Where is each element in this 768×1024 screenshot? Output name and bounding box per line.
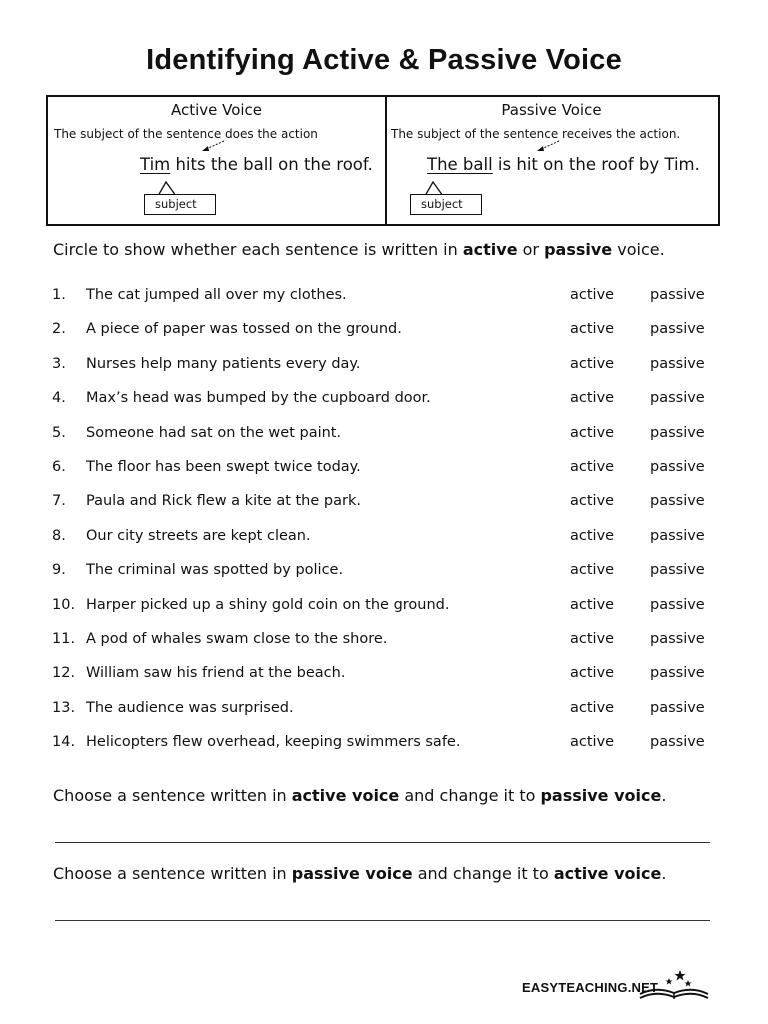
prompt-text: .	[661, 864, 667, 883]
question-row	[52, 356, 720, 390]
option-active[interactable]: active	[570, 355, 615, 372]
option-passive[interactable]: passive	[650, 527, 705, 544]
question-number: 6.	[52, 458, 66, 475]
subject-callout: subject	[144, 194, 216, 215]
option-active[interactable]: active	[570, 699, 615, 716]
example-subject: The ball	[427, 155, 493, 174]
passive-voice-column	[385, 97, 718, 224]
prompt-text: Choose a sentence written in	[53, 786, 292, 805]
option-passive[interactable]: passive	[650, 630, 705, 647]
option-passive[interactable]: passive	[650, 458, 705, 475]
question-number: 5.	[52, 424, 66, 441]
prompt-active-to-passive	[53, 786, 666, 805]
question-row	[52, 459, 720, 493]
prompt-text: and change it to	[399, 786, 541, 805]
prompt-text: Choose a sentence written in	[53, 864, 292, 883]
option-passive[interactable]: passive	[650, 734, 705, 751]
question-text: Nurses help many patients every day.	[86, 355, 361, 372]
option-active[interactable]: active	[570, 734, 615, 751]
active-voice-column	[48, 97, 387, 224]
prompt-bold: passive voice	[291, 864, 413, 883]
question-number: 4.	[52, 390, 66, 407]
instructions-text: or	[517, 240, 545, 259]
footer-brand: EASYTEACHING.NET	[522, 980, 659, 995]
question-number: 7.	[52, 493, 66, 510]
question-text: William saw his friend at the beach.	[86, 665, 346, 682]
active-voice-description: The subject of the sentence does the action	[54, 127, 318, 141]
page-title: Identifying Active & Passive Voice	[146, 44, 622, 76]
question-number: 1.	[52, 287, 66, 303]
option-active[interactable]: active	[570, 390, 615, 407]
question-text: Max’s head was bumped by the cupboard door.	[86, 390, 431, 407]
example-rest: is hit on the roof by Tim.	[492, 155, 700, 174]
question-text: Paula and Rick flew a kite at the park.	[86, 493, 361, 510]
question-number: 8.	[52, 527, 66, 544]
question-number: 12.	[52, 665, 76, 682]
question-row	[52, 493, 720, 527]
question-row	[52, 734, 720, 768]
arrow-icon	[535, 139, 561, 153]
question-text: Helicopters flew overhead, keeping swimmers safe.	[86, 734, 461, 751]
question-text: The audience was surprised.	[86, 699, 294, 716]
question-row	[52, 390, 720, 424]
option-active[interactable]: active	[570, 665, 615, 682]
option-passive[interactable]: passive	[650, 665, 705, 682]
option-active[interactable]: active	[570, 287, 615, 303]
question-number: 13.	[52, 699, 76, 716]
option-passive[interactable]: passive	[650, 596, 705, 613]
answer-line[interactable]	[55, 920, 710, 921]
option-active[interactable]: active	[570, 562, 615, 579]
prompt-text: and change it to	[412, 864, 554, 883]
passive-voice-description: The subject of the sentence receives the action.	[391, 127, 681, 141]
question-number: 10.	[52, 596, 76, 613]
instructions	[53, 240, 665, 259]
passive-voice-heading: Passive Voice	[501, 101, 602, 119]
question-row	[52, 665, 720, 699]
option-passive[interactable]: passive	[650, 424, 705, 441]
option-active[interactable]: active	[570, 596, 615, 613]
question-text: Harper picked up a shiny gold coin on the ground.	[86, 596, 450, 613]
question-number: 3.	[52, 355, 66, 372]
option-passive[interactable]: passive	[650, 493, 705, 510]
question-row	[52, 597, 720, 631]
active-voice-example	[140, 155, 373, 174]
question-row	[52, 700, 720, 734]
prompt-bold: active voice	[553, 864, 662, 883]
option-passive[interactable]: passive	[650, 390, 705, 407]
question-text: A pod of whales swam close to the shore.	[86, 630, 388, 647]
answer-line[interactable]	[55, 842, 710, 843]
instructions-bold: passive	[544, 240, 613, 259]
option-active[interactable]: active	[570, 527, 615, 544]
question-row	[52, 562, 720, 596]
option-passive[interactable]: passive	[650, 355, 705, 372]
option-active[interactable]: active	[570, 424, 615, 441]
active-voice-heading: Active Voice	[170, 101, 263, 119]
question-list	[52, 287, 720, 768]
instructions-text: Circle to show whether each sentence is written in	[53, 240, 463, 259]
question-text: The cat jumped all over my clothes.	[86, 287, 347, 303]
subject-callout: subject	[410, 194, 482, 215]
question-number: 14.	[52, 734, 76, 751]
instructions-bold: active	[462, 240, 518, 259]
question-number: 2.	[52, 321, 66, 338]
question-row	[52, 321, 720, 355]
question-text: The criminal was spotted by police.	[86, 562, 344, 579]
example-table	[46, 95, 720, 226]
instructions-text: voice.	[612, 240, 665, 259]
prompt-passive-to-active	[53, 864, 666, 883]
question-text: Someone had sat on the wet paint.	[86, 424, 342, 441]
option-passive[interactable]: passive	[650, 321, 705, 338]
option-active[interactable]: active	[570, 458, 615, 475]
option-passive[interactable]: passive	[650, 562, 705, 579]
option-passive[interactable]: passive	[650, 699, 705, 716]
passive-voice-example	[427, 155, 700, 174]
question-text: A piece of paper was tossed on the ground.	[86, 321, 402, 338]
question-text: The floor has been swept twice today.	[86, 458, 361, 475]
prompt-bold: active voice	[291, 786, 400, 805]
question-text: Our city streets are kept clean.	[86, 527, 311, 544]
option-passive[interactable]: passive	[650, 287, 705, 303]
option-active[interactable]: active	[570, 630, 615, 647]
question-row	[52, 631, 720, 665]
question-row	[52, 287, 720, 321]
example-rest: hits the ball on the roof.	[170, 155, 373, 174]
option-active[interactable]: active	[570, 321, 615, 338]
prompt-bold: passive voice	[540, 786, 662, 805]
prompt-text: .	[661, 786, 667, 805]
question-row	[52, 425, 720, 459]
option-active[interactable]: active	[570, 493, 615, 510]
book-stars-logo-icon	[636, 968, 712, 1002]
question-row	[52, 528, 720, 562]
question-number: 9.	[52, 562, 66, 579]
example-subject: Tim	[140, 155, 171, 174]
arrow-icon	[200, 139, 226, 153]
question-number: 11.	[52, 630, 76, 647]
